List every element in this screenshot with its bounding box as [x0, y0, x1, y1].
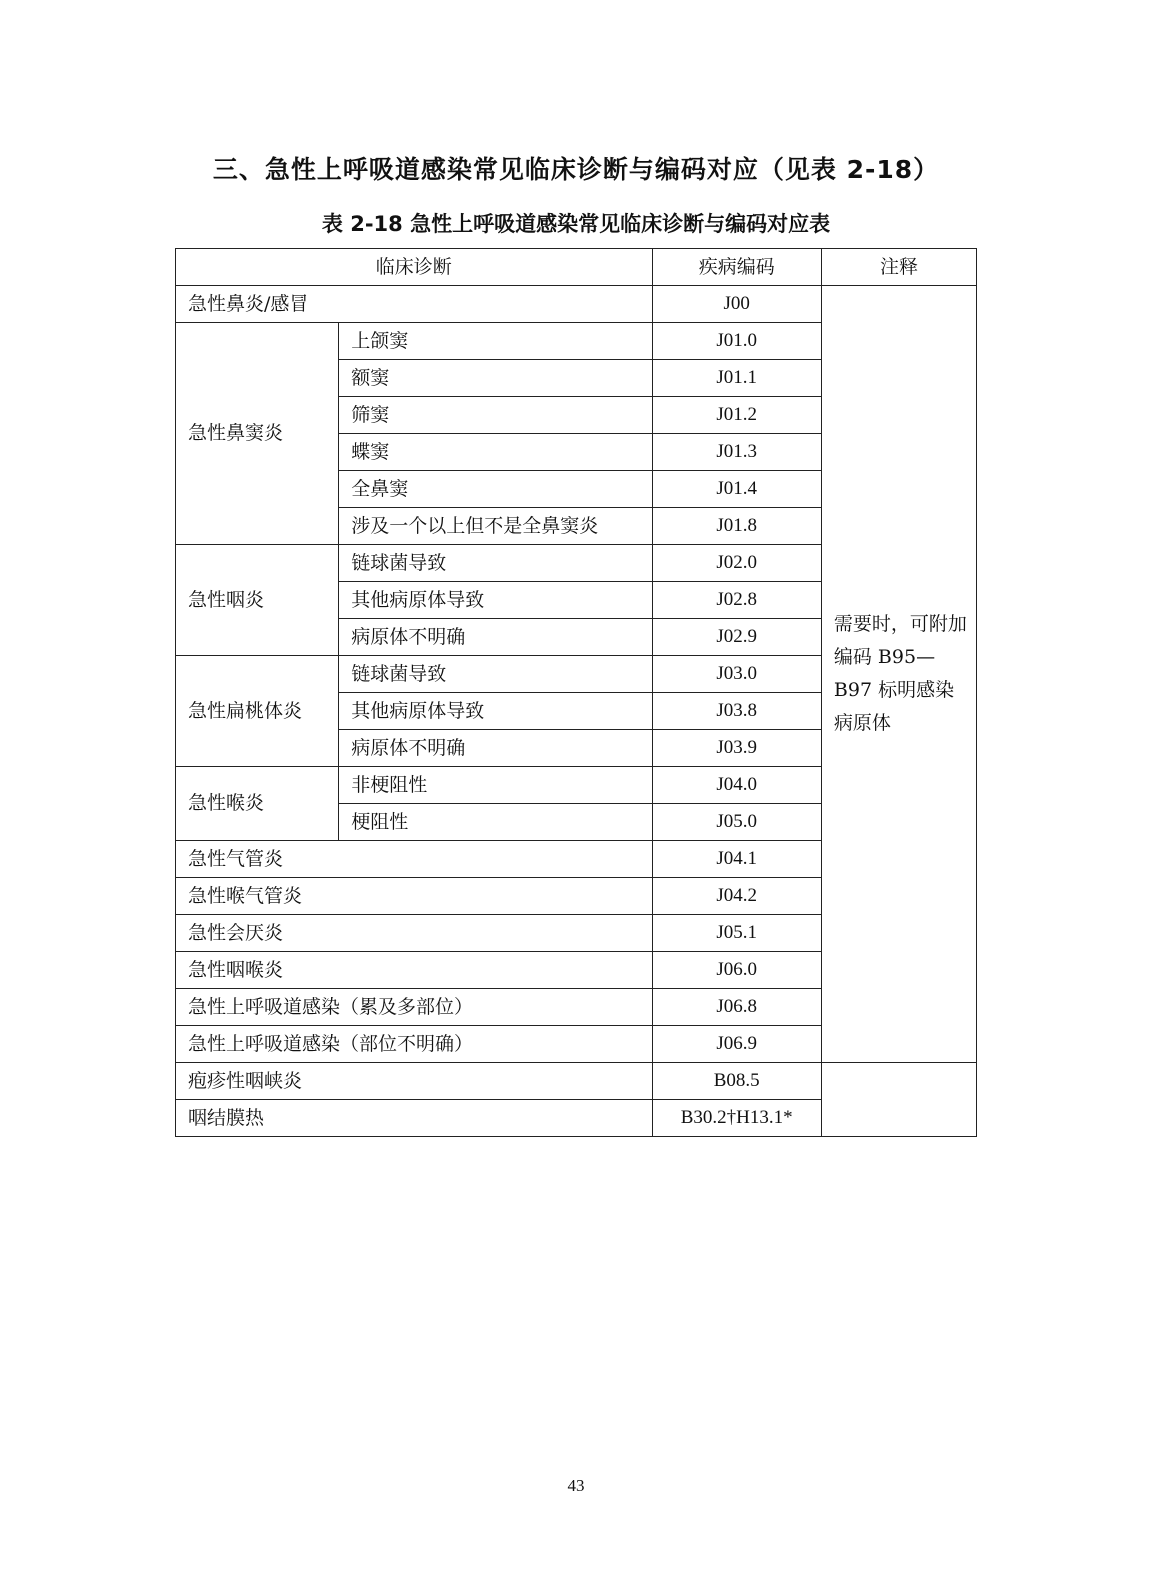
- diagnosis-cell: 急性鼻炎/感冒: [176, 286, 653, 323]
- code-cell: J01.1: [652, 360, 821, 397]
- sub-diagnosis-cell: 病原体不明确: [339, 730, 652, 767]
- code-cell: J00: [652, 286, 821, 323]
- diagnosis-group-cell: 急性扁桃体炎: [176, 656, 339, 767]
- code-cell: J01.3: [652, 434, 821, 471]
- sub-diagnosis-cell: 链球菌导致: [339, 545, 652, 582]
- table-row: [176, 286, 977, 323]
- empty-note-cell: [821, 1063, 976, 1137]
- diagnosis-cell: 急性上呼吸道感染（累及多部位）: [176, 989, 653, 1026]
- code-cell: J01.8: [652, 508, 821, 545]
- diagnosis-cell: 急性咽喉炎: [176, 952, 653, 989]
- note-cell: 需要时，可附加编码 B95—B97 标明感染病原体: [821, 286, 976, 1063]
- table-row: [176, 1063, 977, 1100]
- sub-diagnosis-cell: 筛窦: [339, 397, 652, 434]
- code-cell: J02.0: [652, 545, 821, 582]
- page-number: 43: [567, 1476, 585, 1495]
- code-cell: J05.0: [652, 804, 821, 841]
- code-cell: J06.0: [652, 952, 821, 989]
- code-cell: J02.8: [652, 582, 821, 619]
- table-header-row: [176, 249, 977, 286]
- header-clinical-diagnosis: 临床诊断: [176, 249, 653, 286]
- diagnosis-cell: 急性气管炎: [176, 841, 653, 878]
- code-cell: J01.0: [652, 323, 821, 360]
- code-cell: B30.2†H13.1*: [652, 1100, 821, 1137]
- code-cell: J03.9: [652, 730, 821, 767]
- sub-diagnosis-cell: 病原体不明确: [339, 619, 652, 656]
- sub-diagnosis-cell: 上颌窦: [339, 323, 652, 360]
- code-cell: B08.5: [652, 1063, 821, 1100]
- header-disease-code: 疾病编码: [652, 249, 821, 286]
- diagnosis-cell: 急性喉气管炎: [176, 878, 653, 915]
- diagnosis-cell: 急性会厌炎: [176, 915, 653, 952]
- diagnosis-cell: 急性上呼吸道感染（部位不明确）: [176, 1026, 653, 1063]
- sub-diagnosis-cell: 其他病原体导致: [339, 582, 652, 619]
- table-caption: 表 2-18 急性上呼吸道感染常见临床诊断与编码对应表: [321, 212, 831, 236]
- code-cell: J01.4: [652, 471, 821, 508]
- code-cell: J04.1: [652, 841, 821, 878]
- code-cell: J05.1: [652, 915, 821, 952]
- diagnosis-group-cell: 急性鼻窦炎: [176, 323, 339, 545]
- sub-diagnosis-cell: 涉及一个以上但不是全鼻窦炎: [339, 508, 652, 545]
- code-cell: J06.8: [652, 989, 821, 1026]
- sub-diagnosis-cell: 额窦: [339, 360, 652, 397]
- sub-diagnosis-cell: 梗阻性: [339, 804, 652, 841]
- diagnosis-group-cell: 急性咽炎: [176, 545, 339, 656]
- diagnosis-cell: 疱疹性咽峡炎: [176, 1063, 653, 1100]
- sub-diagnosis-cell: 蝶窦: [339, 434, 652, 471]
- diagnosis-cell: 咽结膜热: [176, 1100, 653, 1137]
- code-cell: J04.0: [652, 767, 821, 804]
- sub-diagnosis-cell: 链球菌导致: [339, 656, 652, 693]
- section-heading: 三、急性上呼吸道感染常见临床诊断与编码对应（见表 2-18）: [212, 155, 940, 184]
- header-note: 注释: [821, 249, 976, 286]
- code-cell: J04.2: [652, 878, 821, 915]
- sub-diagnosis-cell: 其他病原体导致: [339, 693, 652, 730]
- sub-diagnosis-cell: 非梗阻性: [339, 767, 652, 804]
- sub-diagnosis-cell: 全鼻窦: [339, 471, 652, 508]
- diagnosis-code-table: [175, 248, 977, 1137]
- code-cell: J02.9: [652, 619, 821, 656]
- code-cell: J03.8: [652, 693, 821, 730]
- diagnosis-group-cell: 急性喉炎: [176, 767, 339, 841]
- code-cell: J03.0: [652, 656, 821, 693]
- code-cell: J06.9: [652, 1026, 821, 1063]
- code-cell: J01.2: [652, 397, 821, 434]
